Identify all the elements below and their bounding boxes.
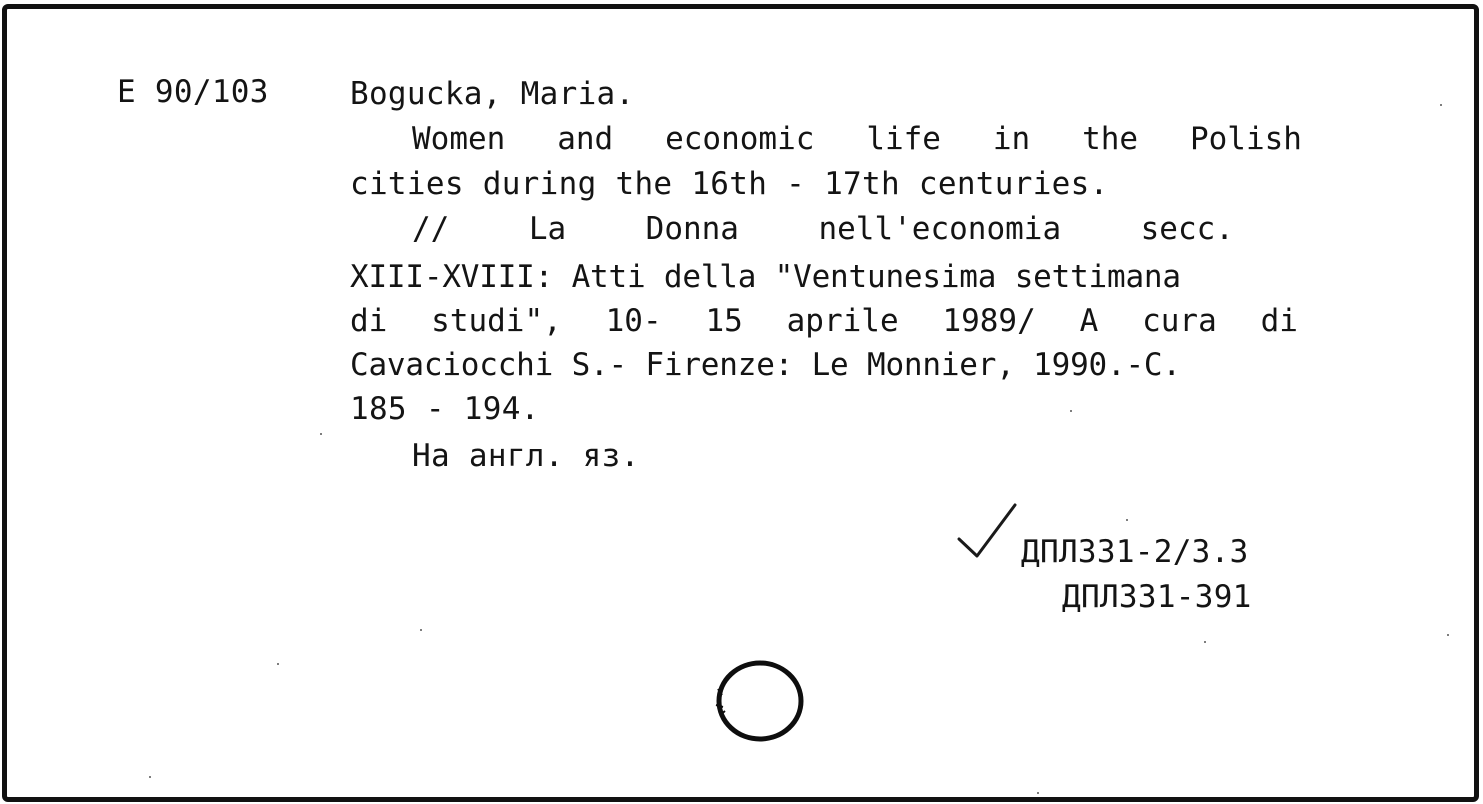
call-number: E 90/103: [117, 74, 269, 110]
source-word: nell'economia: [818, 211, 1062, 247]
source-line-4: Cavaciocchi S.- Firenze: Le Monnier, 1990.-C.: [350, 347, 1181, 383]
source-line-1: [412, 212, 1234, 246]
source-word: La: [528, 211, 567, 247]
catalog-card: [2, 4, 1479, 802]
scan-speck: [1447, 634, 1449, 636]
title-line-1: [412, 122, 1302, 156]
source-word: //: [412, 211, 450, 247]
source-word: di: [350, 303, 388, 339]
scan-speck: [277, 663, 279, 665]
shelf-code-1: ДПЛ331-2/3.3: [1021, 534, 1249, 570]
source-word: di: [1260, 303, 1298, 339]
scan-speck: [420, 629, 422, 631]
source-word: 1989/: [942, 303, 1036, 339]
source-word: Donna: [645, 211, 739, 247]
source-word: secc.: [1140, 211, 1234, 247]
checkmark-icon: [957, 501, 1027, 561]
scan-speck: [1204, 641, 1206, 643]
scan-speck: [1037, 792, 1039, 794]
title-line-2: cities during the 16th - 17th centuries.: [350, 166, 1109, 202]
source-line-5: 185 - 194.: [350, 391, 540, 427]
source-word: aprile: [786, 303, 899, 339]
source-word: studi",: [431, 303, 562, 339]
source-word: 10-: [605, 303, 662, 339]
title-word: and: [557, 121, 614, 157]
source-line-2: XIII-XVIII: Atti della "Ventunesima settimana: [350, 259, 1181, 295]
source-word: A: [1079, 303, 1099, 339]
author-name: Bogucka, Maria.: [350, 76, 635, 112]
source-line-3: [350, 304, 1298, 338]
scan-speck: [1440, 104, 1442, 106]
title-word: Polish: [1189, 121, 1302, 157]
scan-speck: [320, 433, 322, 435]
scan-speck: [1126, 519, 1128, 521]
shelf-code-2: ДПЛ331-391: [1062, 579, 1252, 615]
language-note: На англ. яз.: [412, 438, 640, 474]
title-word: economic: [665, 121, 815, 157]
source-word: cura: [1142, 303, 1217, 339]
title-word: in: [992, 121, 1031, 157]
title-word: Women: [412, 121, 506, 157]
source-word: 15: [705, 303, 743, 339]
scan-speck: [1070, 410, 1072, 412]
title-word: the: [1082, 121, 1139, 157]
title-word: life: [866, 121, 941, 157]
scan-speck: [149, 776, 151, 778]
punch-hole-circle: [712, 659, 812, 749]
